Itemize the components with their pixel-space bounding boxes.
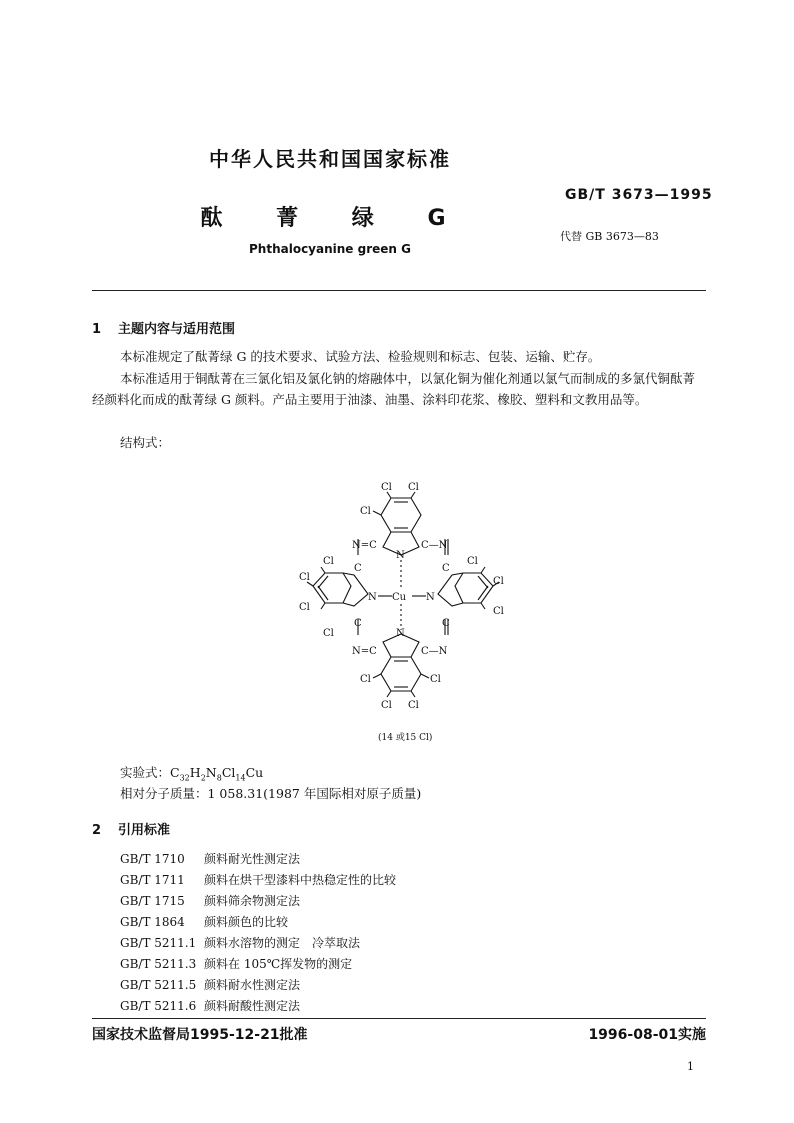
reference-item — [120, 871, 396, 888]
section-1-paragraph-2: 本标准适用于铜酞菁在三氯化铝及氯化钠的熔融体中，以氯化铜为催化剂通以氯气而制成的多氯代铜酞菁经颜料化而成的酞菁绿 G 颜料。产品主要用于油漆、油墨、涂料印花浆、橡胶、塑料和文教用品等。 — [92, 371, 696, 407]
cl-top-1: Cl — [381, 482, 392, 493]
chlorine-count-note: (14 或15 Cl) — [378, 733, 433, 743]
reference-item — [120, 934, 360, 951]
footer-rule — [92, 1018, 706, 1019]
empirical-formula — [120, 763, 263, 783]
standard-code: GB/T 3673—1995 — [565, 187, 713, 203]
formula-h: H — [189, 765, 201, 780]
reference-item — [120, 913, 288, 930]
section-1-heading — [92, 318, 235, 337]
formula-cl: Cl — [221, 765, 236, 780]
cl-bottom-4: Cl — [408, 700, 419, 711]
left-top-nc: N=C — [352, 540, 377, 551]
c-left-bottom: C — [354, 618, 362, 629]
cl-left-1: Cl — [323, 556, 334, 567]
reference-code: GB/T 5211.6 — [120, 999, 197, 1013]
left-bottom-nc: N=C — [352, 646, 377, 657]
structural-formula-diagram — [290, 476, 520, 748]
cl-right-1: Cl — [467, 556, 478, 567]
section-1-title: 主题内容与适用范围 — [118, 322, 236, 337]
cu-center: Cu — [392, 592, 407, 603]
formula-n: N — [205, 765, 217, 780]
national-standard-heading: 中华人民共和国国家标准 — [209, 147, 451, 171]
formula-c-count: 32 — [179, 773, 190, 783]
formula-h-count: 2 — [200, 773, 206, 783]
c-right-top: C — [442, 563, 450, 574]
reference-code: GB/T 1711 — [120, 873, 185, 887]
structure-label: 结构式： — [120, 435, 171, 450]
section-1-number: 1 — [92, 322, 102, 337]
right-top-cn: C—N — [421, 540, 448, 551]
cl-left-2: Cl — [299, 572, 310, 583]
bottom-benzene-ring — [381, 657, 421, 691]
reference-title: 颜料颜色的比较 — [204, 915, 289, 929]
reference-title: 颜料耐水性测定法 — [204, 978, 301, 992]
n-left: N — [368, 592, 377, 603]
cl-right-2: Cl — [493, 576, 504, 587]
title-english: Phthalocyanine green G — [249, 242, 411, 256]
formula-n-count: 8 — [216, 773, 222, 783]
cl-left-3: Cl — [299, 602, 310, 613]
n-top: N — [396, 550, 405, 561]
formula-label: 实验式： — [120, 765, 171, 780]
section-2-number: 2 — [92, 823, 102, 838]
top-benzene-ring — [381, 498, 421, 532]
right-bottom-cn: C—N — [421, 646, 448, 657]
section-2-title: 引用标准 — [118, 823, 171, 838]
reference-title: 颜料在烘干型漆料中热稳定性的比较 — [204, 873, 397, 887]
title-chinese: 酞 菁 绿 G — [200, 206, 460, 231]
reference-item — [120, 997, 300, 1014]
c-right-bottom: C — [442, 618, 450, 629]
reference-code: GB/T 1715 — [120, 894, 185, 908]
c-left-top: C — [354, 563, 362, 574]
header-rule — [92, 290, 706, 291]
reference-item — [120, 850, 300, 867]
reference-code: GB/T 1710 — [120, 852, 185, 866]
reference-title: 颜料水溶物的测定 冷萃取法 — [204, 936, 361, 950]
cl-top-3: Cl — [360, 506, 371, 517]
molecular-mass: 相对分子质量：1 058.31(1987 年国际相对原子质量) — [120, 786, 422, 801]
section-2-heading — [92, 819, 170, 838]
cl-bottom-1: Cl — [360, 674, 371, 685]
cl-right-3: Cl — [493, 606, 504, 617]
section-1-paragraph-1: 本标准规定了酞菁绿 G 的技术要求、试验方法、检验规则和标志、包装、运输、贮存。 — [120, 349, 601, 364]
reference-code: GB/T 5211.3 — [120, 957, 197, 971]
formula-cu: Cu — [245, 765, 264, 780]
n-bottom: N — [396, 628, 405, 639]
reference-title: 颜料耐光性测定法 — [204, 852, 301, 866]
cl-bottom-3: Cl — [381, 700, 392, 711]
implementation-date: 1996-08-01实施 — [588, 1027, 706, 1043]
approval-note: 国家技术监督局1995-12-21批准 — [92, 1027, 308, 1043]
replaces-note: 代替 GB 3673—83 — [560, 230, 659, 243]
reference-title: 颜料在 105℃挥发物的测定 — [204, 957, 353, 971]
formula-cl-count: 14 — [235, 773, 246, 783]
cl-bottom-2: Cl — [430, 674, 441, 685]
reference-title: 颜料耐酸性测定法 — [204, 999, 301, 1013]
reference-code: GB/T 1864 — [120, 915, 185, 929]
reference-code: GB/T 5211.5 — [120, 978, 197, 992]
reference-title: 颜料筛余物测定法 — [204, 894, 301, 908]
cl-top-2: Cl — [408, 482, 419, 493]
reference-item — [120, 892, 300, 909]
page-number: 1 — [687, 1060, 694, 1073]
reference-code: GB/T 5211.1 — [120, 936, 197, 950]
cl-left-4: Cl — [323, 628, 334, 639]
formula-c: C — [170, 765, 180, 780]
reference-item — [120, 976, 300, 993]
n-right: N — [426, 592, 435, 603]
reference-item — [120, 955, 352, 972]
